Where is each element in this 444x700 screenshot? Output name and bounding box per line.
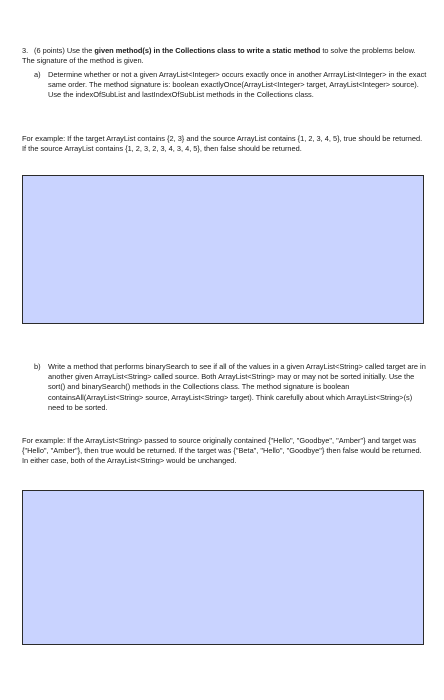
answer-box-b[interactable] <box>22 490 424 645</box>
part-a <box>34 70 430 101</box>
part-a-letter: a) <box>34 70 41 79</box>
question-bold-instruction: given method(s) in the Collections class to write a static method <box>94 46 321 55</box>
part-b-text: Write a method that performs binarySearch to see if all of the values in a given ArrayList<String> called target are in another given ArrayList<String> called source. Both ArrayList<String> may or may not be sorted initially. Use the sort() and binarySearch() methods in the Collections class. The method signature is boolean containsAll(ArrayList<String> source, ArrayList<String> target). Think carefully about which ArrayList<String>(s) need to be sorted. <box>48 362 426 412</box>
question-number: 3. <box>22 46 29 55</box>
example-b-paragraph: For example: If the ArrayList<String> passed to source originally contained {"Hello", "Goodbye", "Amber"} and target was {"Hello", "Amber"}, then true would be returned. If the target was {"Beta", "Hello", "Goodbye"} then false would be returned. In either case, both of the ArrayList<String> would be unchanged. <box>22 436 422 466</box>
example-a-paragraph: For example: If the target ArrayList contains {2, 3} and the source ArrayList contains {1, 2, 3, 4, 5}, true should be returned. If the source ArrayList contains {1, 2, 3, 2, 3, 4, 3, 4, 5}, then false should be returned. <box>22 134 423 154</box>
part-a-text: Determine whether or not a given ArrayList<Integer> occurs exactly once in another ArrrayList<Integer> in the exact same order. The method signature is: boolean exactlyOnce(ArrayList<Integer> target, ArrayList<Integer> source). Use the indexOfSubList and lastIndexOfSubList methods in the Collections class. <box>48 70 427 100</box>
question-3-heading <box>22 46 426 66</box>
question-points-lead: (6 points) Use the <box>34 46 95 55</box>
answer-box-a[interactable] <box>22 175 424 324</box>
part-b <box>34 362 430 413</box>
question-instruction-rest: to solve the problems below. The signature of the method is given. <box>22 46 416 66</box>
part-b-letter: b) <box>34 362 41 371</box>
